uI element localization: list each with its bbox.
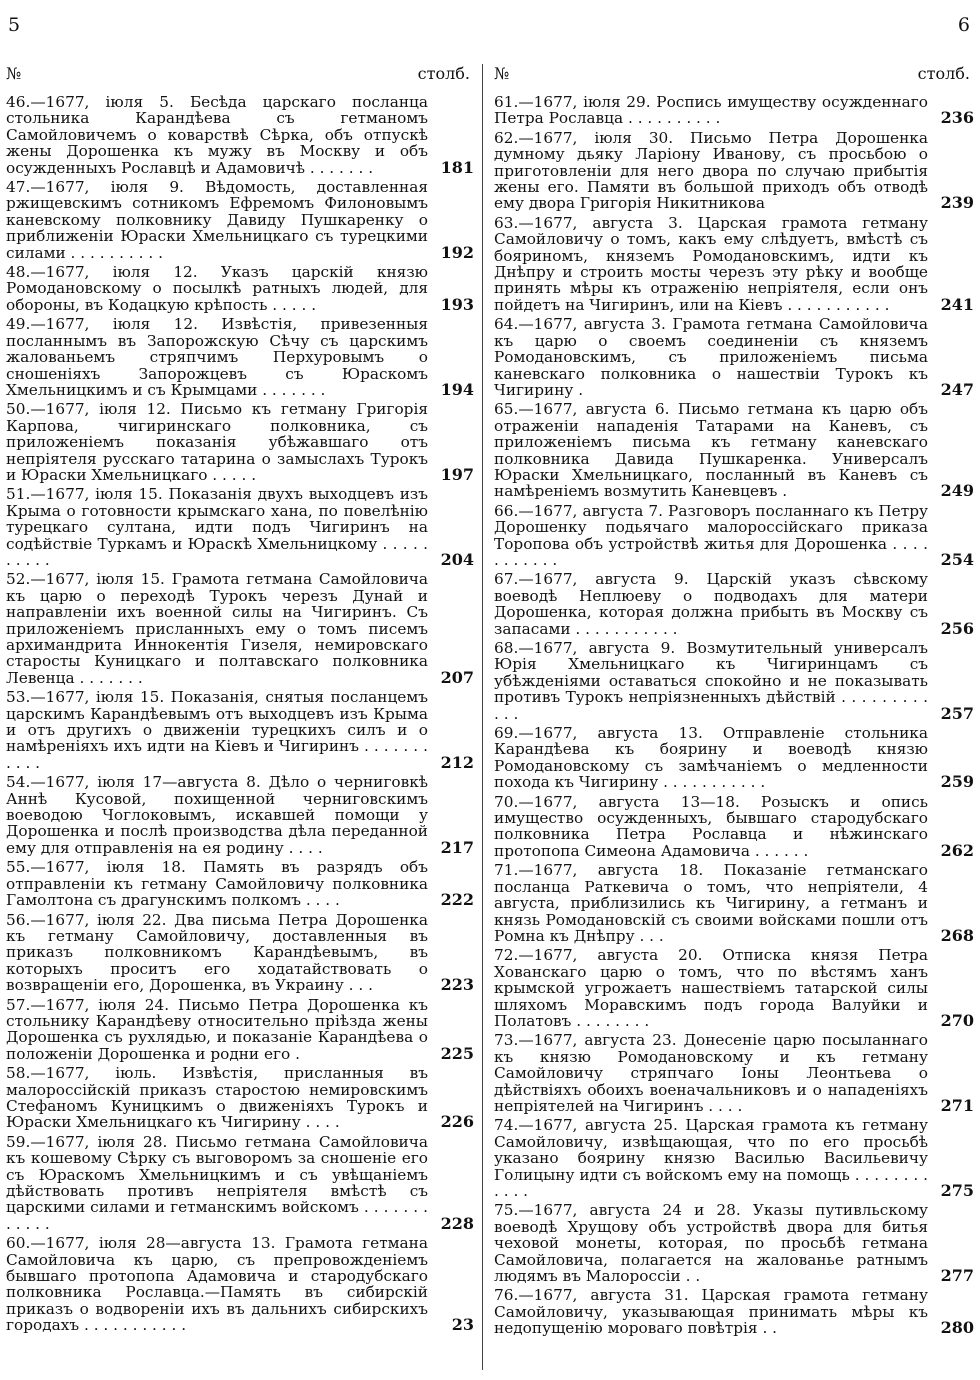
column-divider [482,64,483,1370]
page-number-left: 5 [8,14,21,36]
index-entry [494,1287,974,1336]
entry-text: 58.—1677, іюль. Извѣстія, присланныя въ малороссійскій приказъ старостою немировскимъ Стефаномъ Куницкимъ о движеніяхъ Турокъ и Юраски Хмельницкаго къ Чигирину . . . . [6,1064,428,1132]
entry-column-number: 194 [440,379,474,399]
entry-column-number: 193 [440,294,474,314]
entry-column-number: 247 [940,379,974,399]
index-entry [6,401,474,483]
index-entry [6,912,474,994]
entry-text: 54.—1677, іюля 17—августа 8. Дѣло о черниговкѣ Аннѣ Кусовой, похищенной черниговскимъ воеводою Чоглоковымъ, искавшей помощи у Дорошенка и послѣ производства дѣла переданной ему для отправленія на ея родину . . . . [6,773,428,857]
entry-column-number: 212 [440,752,474,772]
number-heading: № [494,64,510,83]
index-entry [494,401,974,499]
entry-text: 60.—1677, іюля 28—августа 13. Грамота гетмана Самойловича къ царю, съ препровожденіемъ бывшаго протопопа Адамовича и стародубскаго полковника Рославца.—Память въ сибирскій приказъ о водвореніи ихъ въ дальнихъ сибирскихъ городахъ . . . . . . . . . . . [6,1234,428,1335]
index-entry [494,94,974,127]
entry-column-number: 268 [940,925,974,945]
entry-text: 72.—1677, августа 20. Отписка князя Петра Хованскаго царю о томъ, что по вѣстямъ ханъ крымской угрожаетъ нашествіемъ татарской силы шляхомъ Моравскимъ подъ города Валуйки и Полатовъ . . . . . . . . [494,946,928,1030]
index-entry [6,1235,474,1333]
entry-column-number: 254 [940,549,974,569]
entry-column-number: 280 [940,1318,974,1338]
index-entry [494,1117,974,1199]
index-entry [6,859,474,908]
index-entry [6,774,474,856]
entry-text: 46.—1677, іюля 5. Бесѣда царскаго посланца стольника Карандѣева съ гетманомъ Самойловичемъ о коварствѣ Сѣрка, объ отпускѣ жены Дорошенка къ мужу въ Москву и объ осужденныхъ Рославцѣ и Адамовичѣ . . . . . . . [6,93,428,177]
index-entry [494,725,974,791]
entry-column-number: 249 [940,481,974,501]
entry-column-number: 236 [940,108,974,128]
entry-text: 69.—1677, августа 13. Отправленіе стольника Карандѣева къ боярину и воеводѣ князю Ромодановскому съ замѣчаніемъ о медленности похода къ Чигирину . . . . . . . . . . . [494,724,928,792]
page-number-right: 6 [957,14,970,36]
entry-text: 52.—1677, іюля 15. Грамота гетмана Самойловича къ царю о переходѣ Турокъ черезъ Дунай и направленіи ихъ военной силы на Чигиринъ. Съ приложеніемъ присланныхъ ему о томъ писемъ архимандрита Иннокентія Гизеля, немировскаго старосты Куницкаго и полтавскаго полковника Левенца . . . . . . . [6,570,428,687]
entry-column-number: 259 [940,772,974,792]
entry-text: 70.—1677, августа 13—18. Розыскъ и опись имущество осужденныхъ, бывшаго стародубскаго полковника Петра Рославца и нѣжинскаго протопопа Симеона Адамовича . . . . . . [494,792,928,860]
index-entry [6,264,474,313]
entry-text: 53.—1677, іюля 15. Показанія, снятыя посланцемъ царскимъ Карандѣевымъ отъ выходцевъ изъ Крыма и отъ другихъ о движеніи турецкихъ силъ и о намѣреніяхъ ихъ идти на Кіевъ и Чигиринъ . . . . . . . . . . . [6,688,428,772]
number-heading: № [6,64,22,83]
entry-text: 68.—1677, августа 9. Возмутительный универсалъ Юрія Хмельницкаго къ Чигиринцамъ съ убѣжденіями оставаться спокойно и не показывать противъ Турокъ непріязненныхъ дѣйствій . . . . . . . . . . . . [494,639,928,723]
entry-column-number: 228 [440,1213,474,1233]
entry-column-number: 217 [440,837,474,857]
index-entry [494,1202,974,1284]
entry-column-number: 204 [440,549,474,569]
entry-text: 57.—1677, іюля 24. Письмо Петра Дорошенка къ стольнику Карандѣеву относительно пріѣзда жены Дорошенка съ рухлядью, и показаніе Карандѣева о положеніи Дорошенка и родни его . [6,995,428,1063]
index-entry [494,862,974,944]
entry-column-number: 23 [451,1315,474,1335]
entry-text: 67.—1677, августа 9. Царскій указъ сѣвскому воеводѣ Неплюеву о подводахъ для матери Дорошенка, которая должна прибыть въ Москву съ запасами . . . . . . . . . . . [494,570,928,638]
entry-text: 63.—1677, августа 3. Царская грамота гетману Самойловичу о томъ, какъ ему слѣдуетъ, вмѣстѣ съ бояриномъ, княземъ Ромодановскимъ, идти къ Днѣпру и строить мосты черезъ эту рѣку и вообще принять мѣры къ отраженію непріятеля, если онъ пойдетъ на Чигиринъ, или на Кіевъ . . . . . . . . . . . [494,213,928,314]
entry-column-number: 192 [440,242,474,262]
entry-text: 65.—1677, августа 6. Письмо гетмана къ царю объ отраженіи нападенія Татарами на Каневъ, съ приложеніемъ письма къ гетману каневскаго полковника Давида Пушкаренка. Универсалъ Юраски Хмельницкаго, посланный въ Каневъ съ намѣреніемъ возмутить Каневцевъ . [494,400,928,501]
entry-text: 48.—1677, іюля 12. Указъ царскій князю Ромодановскому о посылкѣ ратныхъ людей, для обороны, въ Кодацкую крѣпость . . . . . [6,263,428,314]
index-entry [6,1134,474,1232]
index-entry [6,1065,474,1131]
entry-text: 74.—1677, августа 25. Царская грамота къ гетману Самойловичу, извѣщающая, что по его просьбѣ указано боярину князю Василью Васильевичу Голицыну идти съ войскомъ ему на помощь . . . . . . . . . . . . [494,1116,928,1200]
right-entry-list [494,94,974,1337]
entry-text: 49.—1677, іюля 12. Извѣстія, привезенныя посланнымъ въ Запорожскую Сѣчу съ царскимъ жалованьемъ стряпчимъ Перхуровымъ о сношеніяхъ Запорожцевъ съ Юраскомъ Хмельницкимъ и съ Крымцами . . . . . . . [6,315,428,399]
index-entry [6,571,474,686]
left-column-header [6,64,474,94]
entry-column-number: 226 [440,1112,474,1132]
entry-column-number: 271 [940,1095,974,1115]
index-entry [6,316,474,398]
index-entry [494,794,974,860]
entry-column-number: 222 [440,890,474,910]
entry-column-number: 275 [940,1181,974,1200]
entry-text: 62.—1677, іюля 30. Письмо Петра Дорошенка думному дьяку Ларіону Иванову, съ просьбою о приготовленіи для него двора по случаю прибытія жены его. Памяти въ большой приходъ объ отводѣ ему двора Григорія Никитникова [494,128,928,213]
index-entry [494,503,974,569]
index-entry [494,1032,974,1114]
index-entry [6,179,474,261]
entry-text: 66.—1677, августа 7. Разговоръ посланнаго къ Петру Дорошенку подьячаго малороссійскаго приказа Торопова объ устройствѣ житья для Дорошенка . . . . . . . . . . . [494,501,928,569]
entry-column-number: 197 [440,464,474,484]
index-entry [494,947,974,1029]
entry-text: 73.—1677, августа 23. Донесеніе царю посыланнаго къ князю Ромодановскому и къ гетману Самойловичу стряпчаго Іоны Леонтьева о дѣйствіяхъ обоихъ военачальниковъ и о нападеніяхъ непріятелей на Чигиринъ . . . . [494,1031,928,1115]
entry-text: 64.—1677, августа 3. Грамота гетмана Самойловича къ царю о своемъ соединеніи съ княземъ Ромодановскимъ, съ приложеніемъ письма каневскаго полковника о нашествіи Турокъ къ Чигирину . [494,315,928,399]
entry-column-number: 223 [440,975,474,995]
entry-text: 56.—1677, іюля 22. Два письма Петра Дорошенка къ гетману Самойловичу, доставленныя въ приказъ полковникомъ Карандѣевымъ, въ которыхъ проситъ его ходатайствовать о возвращеніи его, Дорошенка, въ Украину . . . [6,910,428,995]
entry-column-number: 262 [940,840,974,860]
index-entry [6,997,474,1063]
right-column-header [494,64,974,94]
index-entry [494,130,974,212]
entry-column-number: 241 [940,294,974,314]
index-entry [494,640,974,722]
entry-text: 51.—1677, іюля 15. Показанія двухъ выходцевъ изъ Крыма о готовности крымскаго хана, по повелѣнію турецкаго султана, идти подъ Чигиринъ на содѣйствіе Туркамъ и Юраскѣ Хмельницкому . . . . . . . . . . [6,485,428,569]
entry-column-number: 239 [940,193,974,213]
index-entry [494,571,974,637]
index-entry [6,94,474,176]
entry-text: 61.—1677, іюля 29. Роспись имуществу осужденнаго Петра Рославца . . . . . . . . . . [494,93,928,128]
entry-text: 55.—1677, іюля 18. Память въ разрядъ объ отправленіи къ гетману Самойловичу полковника Гамолтона съ драгунскимъ полкомъ . . . . [6,858,428,910]
left-column [6,64,474,1337]
entry-column-number: 225 [440,1043,474,1063]
index-entry [6,689,474,771]
index-entry [494,215,974,313]
entry-column-number: 277 [940,1266,974,1286]
entry-column-number: 256 [940,618,974,638]
entry-text: 75.—1677, августа 24 и 28. Указы путивльскому воеводѣ Хрущову объ устройствѣ двора для битья чеховой монеты, которая, по просьбѣ гетмана Самойловича, полагается на жалованье ратнымъ людямъ въ Малороссіи . . [494,1201,928,1286]
left-entry-list [6,94,474,1334]
entry-column-number: 270 [940,1010,974,1030]
entry-text: 59.—1677, іюля 28. Письмо гетмана Самойловича къ кошевому Сѣрку съ выговоромъ за сношеніе его съ Юраскомъ Хмельницкимъ и съ увѣщаніемъ дѣйствовать противъ непріятеля вмѣстѣ съ царскими силами и гетманскимъ войскомъ . . . . . . . . . . . . [6,1132,428,1233]
entry-text: 76.—1677, августа 31. Царская грамота гетману Самойловичу, указывающая принимать мѣры къ недопущенію мороваго повѣтрія . . [494,1286,928,1338]
entry-column-number: 257 [940,703,974,723]
entry-text: 50.—1677, іюля 12. Письмо къ гетману Григорія Карпова, чигиринскаго полковника, съ приложеніемъ показанія убѣжавшаго отъ непріятеля русскаго татарина о замыслахъ Турокъ и Юраски Хмельницкаго . . . . . [6,400,428,484]
index-entry [6,486,474,568]
column-number-heading: столб. [917,64,970,83]
entry-text: 47.—1677, іюля 9. Вѣдомость, доставленная ржищевскимъ сотникомъ Ефремомъ Филоновымъ каневскому полковнику Давиду Пушкаренку о приближеніи Юраски Хмельницкаго съ турецкими силами . . . . . . . . . . [6,178,428,262]
index-entry [494,316,974,398]
right-column [494,64,974,1340]
entry-column-number: 207 [440,667,474,687]
entry-column-number: 181 [440,157,474,177]
entry-text: 71.—1677, августа 18. Показаніе гетманскаго посланца Раткевича о томъ, что непріятели, 4 августа, приблизились къ Чигирину, а гетманъ и князь Ромодановскій съ своими войсками пошли отъ Ромна къ Днѣпру . . . [494,861,928,945]
column-number-heading: столб. [417,64,470,83]
